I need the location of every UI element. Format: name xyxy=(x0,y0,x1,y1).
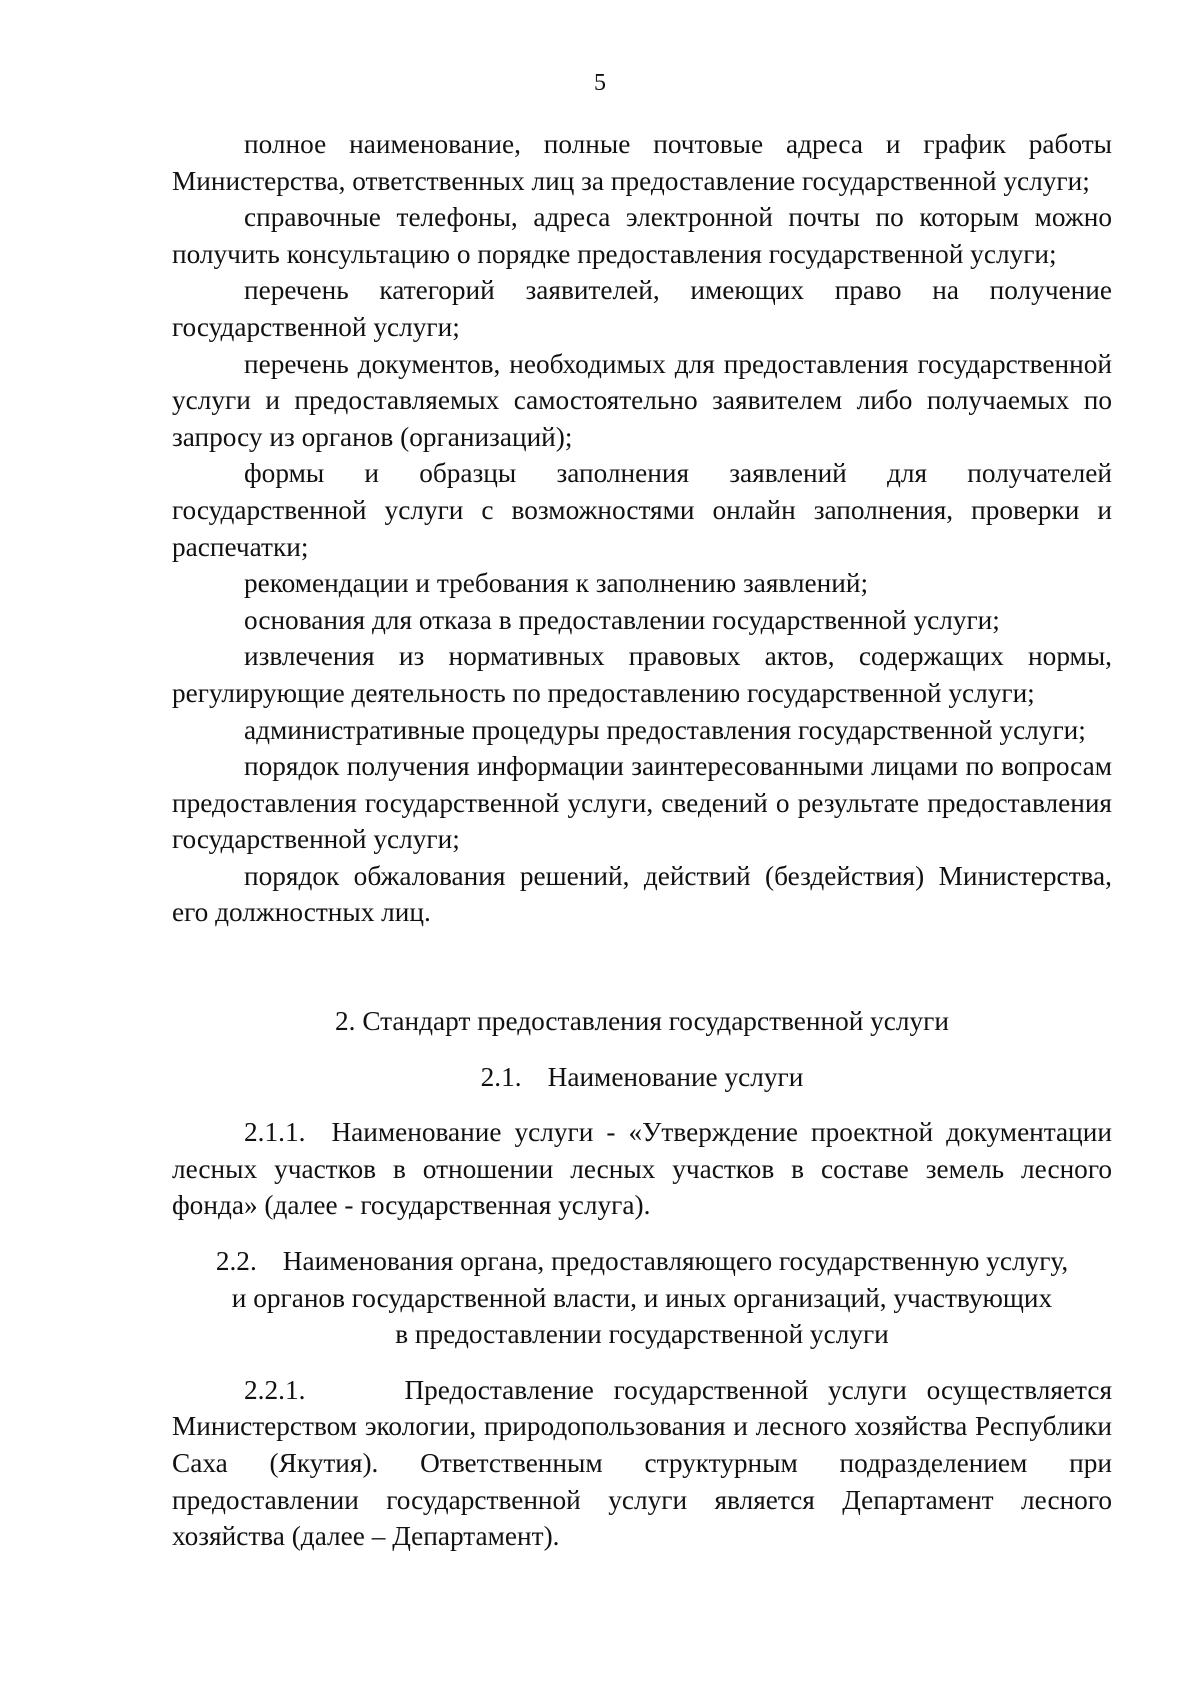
list-item: полное наименование, полные почтовые адреса и график работы Министерства, ответственных лиц за предоставление государственной услуги; xyxy=(172,129,1112,196)
paragraph-2-1-1 xyxy=(172,1114,1112,1224)
paragraph-2-1-1-text: Наименование услуги - «Утверждение проектной документации лесных участков в отношении лесных участков в составе земель лесного фонда» (далее - государственная услуга). xyxy=(172,1117,1112,1221)
list-item: перечень документов, необходимых для предоставления государственной услуги и предоставляемых самостоятельно заявителем либо получаемых по запросу из органов (организаций); xyxy=(172,348,1112,452)
paragraph-2-2-1 xyxy=(172,1372,1112,1555)
section-2-2-title-line-2: и органов государственной власти, и иных организаций, участвующих xyxy=(231,1282,1053,1313)
section-2-2-heading xyxy=(172,1243,1112,1353)
list-item: административные процедуры предоставления государственной услуги; xyxy=(244,714,1086,745)
section-2-1-number: 2.1. xyxy=(480,1061,522,1092)
list-item: извлечения из нормативных правовых актов, содержащих нормы, регулирующие деятельность по предоставлению государственной услуги; xyxy=(172,641,1112,708)
section-2-2-number: 2.2. xyxy=(215,1246,257,1277)
section-2-2-title-line-3: в предоставлении государственной услуги xyxy=(395,1319,889,1350)
list-item: порядок получения информации заинтересованными лицами по вопросам предоставления государственной услуги, сведений о результате предоставления государственной услуги; xyxy=(172,751,1112,855)
list-item: справочные телефоны, адреса электронной почты по которым можно получить консультацию о порядке предоставления государственной услуги; xyxy=(172,202,1112,269)
section-2-2-title-line-1 xyxy=(172,1243,1112,1280)
list-item: рекомендации и требования к заполнению заявлений; xyxy=(244,568,869,599)
document-body xyxy=(172,126,1112,1555)
paragraph-2-2-1-number: 2.2.1. xyxy=(244,1374,306,1405)
list-item: формы и образцы заполнения заявлений для получателей государственной услуги с возможностями онлайн заполнения, проверки и распечатки; xyxy=(172,458,1112,562)
paragraph-2-1-1-number: 2.1.1. xyxy=(244,1117,306,1148)
page-number: 5 xyxy=(594,70,606,96)
section-2-1-title: Наименование услуги xyxy=(547,1061,804,1092)
section-2-2-title-text-1: Наименования органа, предоставляющего государственную услугу, xyxy=(282,1246,1069,1277)
section-2-1-heading xyxy=(172,1059,1112,1096)
list-item: порядок обжалования решений, действий (бездействия) Министерства, его должностных лиц. xyxy=(172,860,1112,928)
paragraph-2-2-1-text: Предоставление государственной услуги осуществляется Министерством экологии, природопользования и лесного хозяйства Республики Саха (Якутия). Ответственным структурным подразделением при предоставлении государственной услуги является Департамент лесного хозяйства (далее – Департамент). xyxy=(172,1374,1112,1552)
list-item: основания для отказа в предоставлении государственной услуги; xyxy=(244,604,1000,635)
list-item: перечень категорий заявителей, имеющих право на получение государственной услуги; xyxy=(172,275,1112,342)
section-2-heading: 2. Стандарт предоставления государственной услуги xyxy=(335,1006,949,1037)
